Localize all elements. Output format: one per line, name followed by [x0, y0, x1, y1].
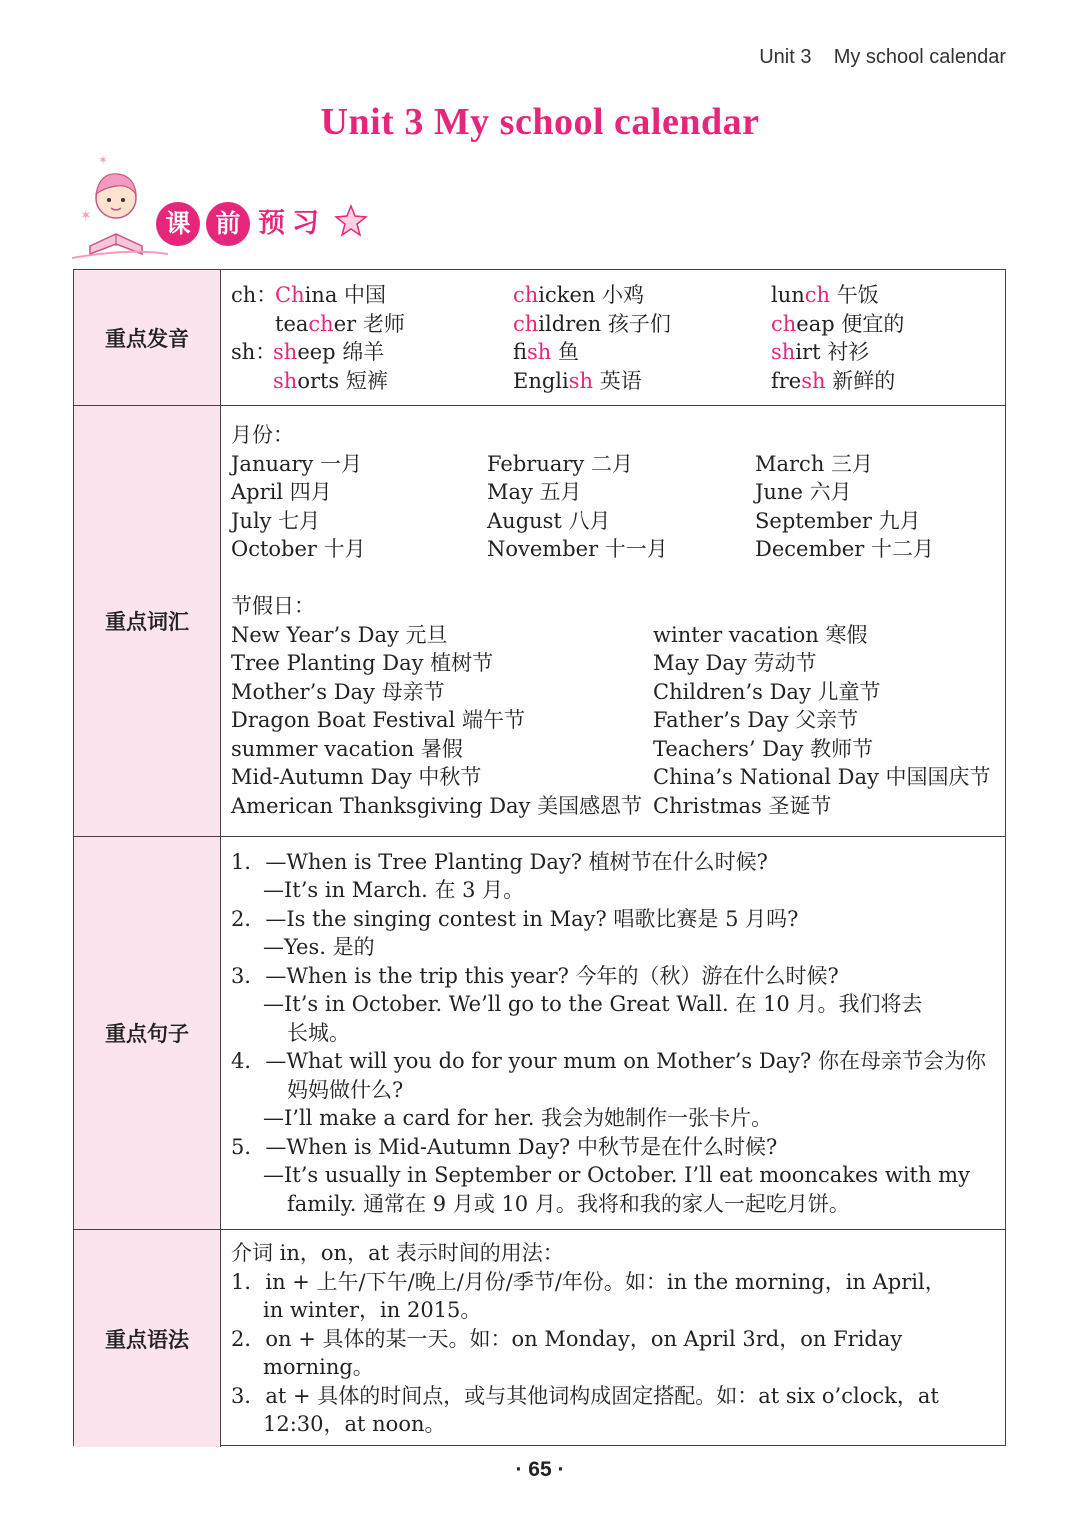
month-item: October 十月 [231, 537, 366, 561]
sh-prefix: sh： [231, 340, 277, 364]
holiday-item: Christmas 圣诞节 [653, 794, 832, 818]
grammar-line: 1．in + 上午/下午/晚上/月份/季节/年份。如：in the morning，in April， [231, 1270, 946, 1294]
grammar-label: 重点语法 [74, 1230, 221, 1447]
word-fresh: fresh 新鲜的 [771, 369, 896, 393]
month-item: July 七月 [231, 509, 321, 533]
preview-banner [70, 150, 390, 260]
month-item: June 六月 [755, 480, 852, 504]
word-fish: fish 鱼 [513, 340, 580, 364]
page-title: Unit 3 My school calendar [320, 101, 760, 143]
sentence-line: 3．—When is the trip this year? 今年的（秋）游在什么时候? [231, 964, 839, 988]
page-number: · 65 · [515, 1458, 565, 1481]
month-item: September 九月 [755, 509, 921, 533]
word-lunch: lunch 午饭 [771, 283, 879, 307]
holiday-item: American Thanksgiving Day 美国感恩节 [231, 794, 643, 818]
ch-prefix: ch： [231, 283, 278, 307]
grammar-line: morning。 [263, 1355, 374, 1379]
word-china: China 中国 [275, 283, 387, 307]
sentence-line: family. 通常在 9 月或 10 月。我将和我的家人一起吃月饼。 [287, 1192, 850, 1216]
banner-char-4: 习 [292, 208, 319, 239]
sentences-content [221, 837, 1005, 1229]
month-item: March 三月 [755, 452, 874, 476]
word-children: children 孩子们 [513, 312, 671, 336]
holiday-item: New Year’s Day 元旦 [231, 623, 448, 647]
sentence-line: —Yes. 是的 [263, 935, 375, 959]
sentence-line: —It’s usually in September or October. I’ll eat mooncakes with my [263, 1163, 970, 1187]
holiday-item: Tree Planting Day 植树节 [231, 651, 494, 675]
month-item: May 五月 [487, 480, 582, 504]
holiday-item: Children’s Day 儿童节 [653, 680, 881, 704]
sentence-line: —I’ll make a card for her. 我会为她制作一张卡片。 [263, 1106, 773, 1130]
grammar-content [221, 1230, 1005, 1447]
running-head: Unit 3 My school calendar [759, 46, 1006, 68]
word-cheap: cheap 便宜的 [771, 312, 905, 336]
word-chicken: chicken 小鸡 [513, 283, 645, 307]
sentences-row [74, 837, 1005, 1230]
banner-char-2: 前 [206, 202, 250, 246]
word-sheep: sheep 绵羊 [273, 340, 385, 364]
banner-char-1: 课 [156, 202, 200, 246]
word-english: English 英语 [513, 369, 642, 393]
vocabulary-content [221, 406, 1005, 836]
svg-text:✶: ✶ [80, 208, 92, 224]
holidays-heading: 节假日： [231, 594, 315, 618]
grammar-line: 介词 in，on，at 表示时间的用法： [231, 1241, 564, 1265]
month-item: November 十一月 [487, 537, 668, 561]
reading-child-illustration [70, 150, 170, 260]
sentence-line: 长城。 [287, 1021, 350, 1045]
word-shirt: shirt 衬衫 [771, 340, 870, 364]
grammar-line: 12:30，at noon。 [263, 1412, 446, 1436]
grammar-line: in winter，in 2015。 [263, 1298, 482, 1322]
month-item: December 十二月 [755, 537, 934, 561]
months-heading: 月份： [231, 423, 294, 447]
holiday-item: winter vacation 寒假 [653, 623, 868, 647]
preview-table [73, 269, 1006, 1446]
month-item: January 一月 [231, 452, 363, 476]
holiday-item: Mid-Autumn Day 中秋节 [231, 765, 482, 789]
sentences-label: 重点句子 [74, 837, 221, 1229]
holiday-item: Teachers’ Day 教师节 [653, 737, 874, 761]
holiday-item: Dragon Boat Festival 端午节 [231, 708, 525, 732]
sentence-line: 2．—Is the singing contest in May? 唱歌比赛是 5 月吗? [231, 907, 799, 931]
holiday-item: summer vacation 暑假 [231, 737, 463, 761]
grammar-row [74, 1230, 1005, 1447]
word-teacher: teacher 老师 [275, 312, 405, 336]
sentence-line: —It’s in March. 在 3 月。 [263, 878, 525, 902]
sentence-line: 妈妈做什么? [287, 1078, 404, 1102]
star-icon [334, 204, 368, 238]
grammar-line: 2．on + 具体的某一天。如：on Monday，on April 3rd，on Friday [231, 1327, 903, 1351]
month-item: February 二月 [487, 452, 633, 476]
vocabulary-row [74, 406, 1005, 837]
pronunciation-content [221, 270, 1005, 405]
svg-text:✶: ✶ [98, 153, 109, 167]
holiday-item: May Day 劳动节 [653, 651, 817, 675]
pronunciation-row [74, 270, 1005, 406]
sentence-line: 4．—What will you do for your mum on Mother’s Day? 你在母亲节会为你 [231, 1049, 986, 1073]
grammar-line: 3．at + 具体的时间点，或与其他词构成固定搭配。如：at six o’clock，at [231, 1384, 939, 1408]
word-shorts: shorts 短裤 [273, 369, 388, 393]
month-item: August 八月 [487, 509, 611, 533]
vocabulary-label: 重点词汇 [74, 406, 221, 836]
month-item: April 四月 [231, 480, 332, 504]
sentence-line: 1．—When is Tree Planting Day? 植树节在什么时候? [231, 850, 768, 874]
pronunciation-label: 重点发音 [74, 270, 221, 405]
holiday-item: Mother’s Day 母亲节 [231, 680, 445, 704]
holiday-item: China’s National Day 中国国庆节 [653, 765, 991, 789]
sentence-line: —It’s in October. We’ll go to the Great Wall. 在 10 月。我们将去 [263, 992, 923, 1016]
sentence-line: 5．—When is Mid-Autumn Day? 中秋节是在什么时候? [231, 1135, 778, 1159]
holiday-item: Father’s Day 父亲节 [653, 708, 859, 732]
banner-char-3: 预 [258, 208, 285, 239]
